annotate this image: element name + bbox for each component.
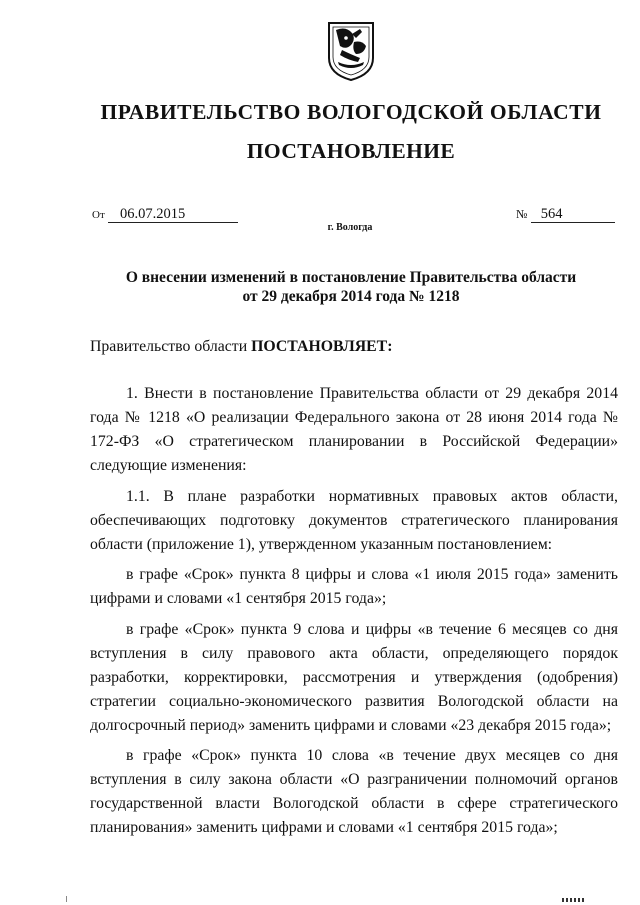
date-value: 06.07.2015 [108,206,238,223]
title-line-1: О внесении изменений в постановление Правительства области [125,269,577,286]
coat-of-arms-emblem [326,20,376,82]
scan-artifact [66,896,67,902]
document-body [90,382,618,840]
number-row [516,206,615,223]
organization-name: ПРАВИТЕЛЬСТВО ВОЛОГОДСКОЙ ОБЛАСТИ [100,100,602,124]
title-line-2: от 29 декабря 2014 года № 1218 [242,288,460,305]
date-row [92,206,238,223]
document-title [80,268,622,306]
paragraph: в графе «Срок» пункта 10 слова «в течение двух месяцев со дня вступления в силу закона области «О разграничении полномочий органов государственной власти Вологодской области в сфере стратегического планирования» заменить цифрами и словами «1 сентября 2015 года»; [90,747,618,836]
paragraph: 1.1. В плане разработки нормативных правовых актов области, обеспечивающих подготовку документов стратегического планирования области (приложение 1), утвержденном указанным постановлением: [90,487,618,553]
document-type: ПОСТАНОВЛЕНИЕ [246,139,456,163]
number-value: 564 [531,206,615,223]
number-label: № [516,207,528,221]
date-label: От [92,209,105,221]
preamble-text: Правительство области [90,338,252,355]
preamble [90,338,392,356]
scan-artifact [562,898,586,902]
city-name: г. Вологда [327,222,373,233]
preamble-emphasis: ПОСТАНОВЛЯЕТ: [251,338,393,355]
paragraph: 1. Внести в постановление Правительства области от 29 декабря 2014 года № 1218 «О реализации Федерального закона от 28 июня 2014 года № 172-ФЗ «О стратегическом планировании в Российской Федерации» следующие изменения: [90,385,618,474]
paragraph: в графе «Срок» пункта 8 цифры и слова «1 июля 2015 года» заменить цифрами и словами «1 сентября 2015 года»; [90,566,618,607]
paragraph: в графе «Срок» пункта 9 слова и цифры «в течение 6 месяцев со дня вступления в силу правового акта области, определяющего порядок разработки, корректировки, рассмотрения и утверждения (одобрения) стратегии социально-экономического развития Вологодской области на долгосрочный период» заменить цифрами и словами «23 декабря 2015 года»; [90,620,618,734]
